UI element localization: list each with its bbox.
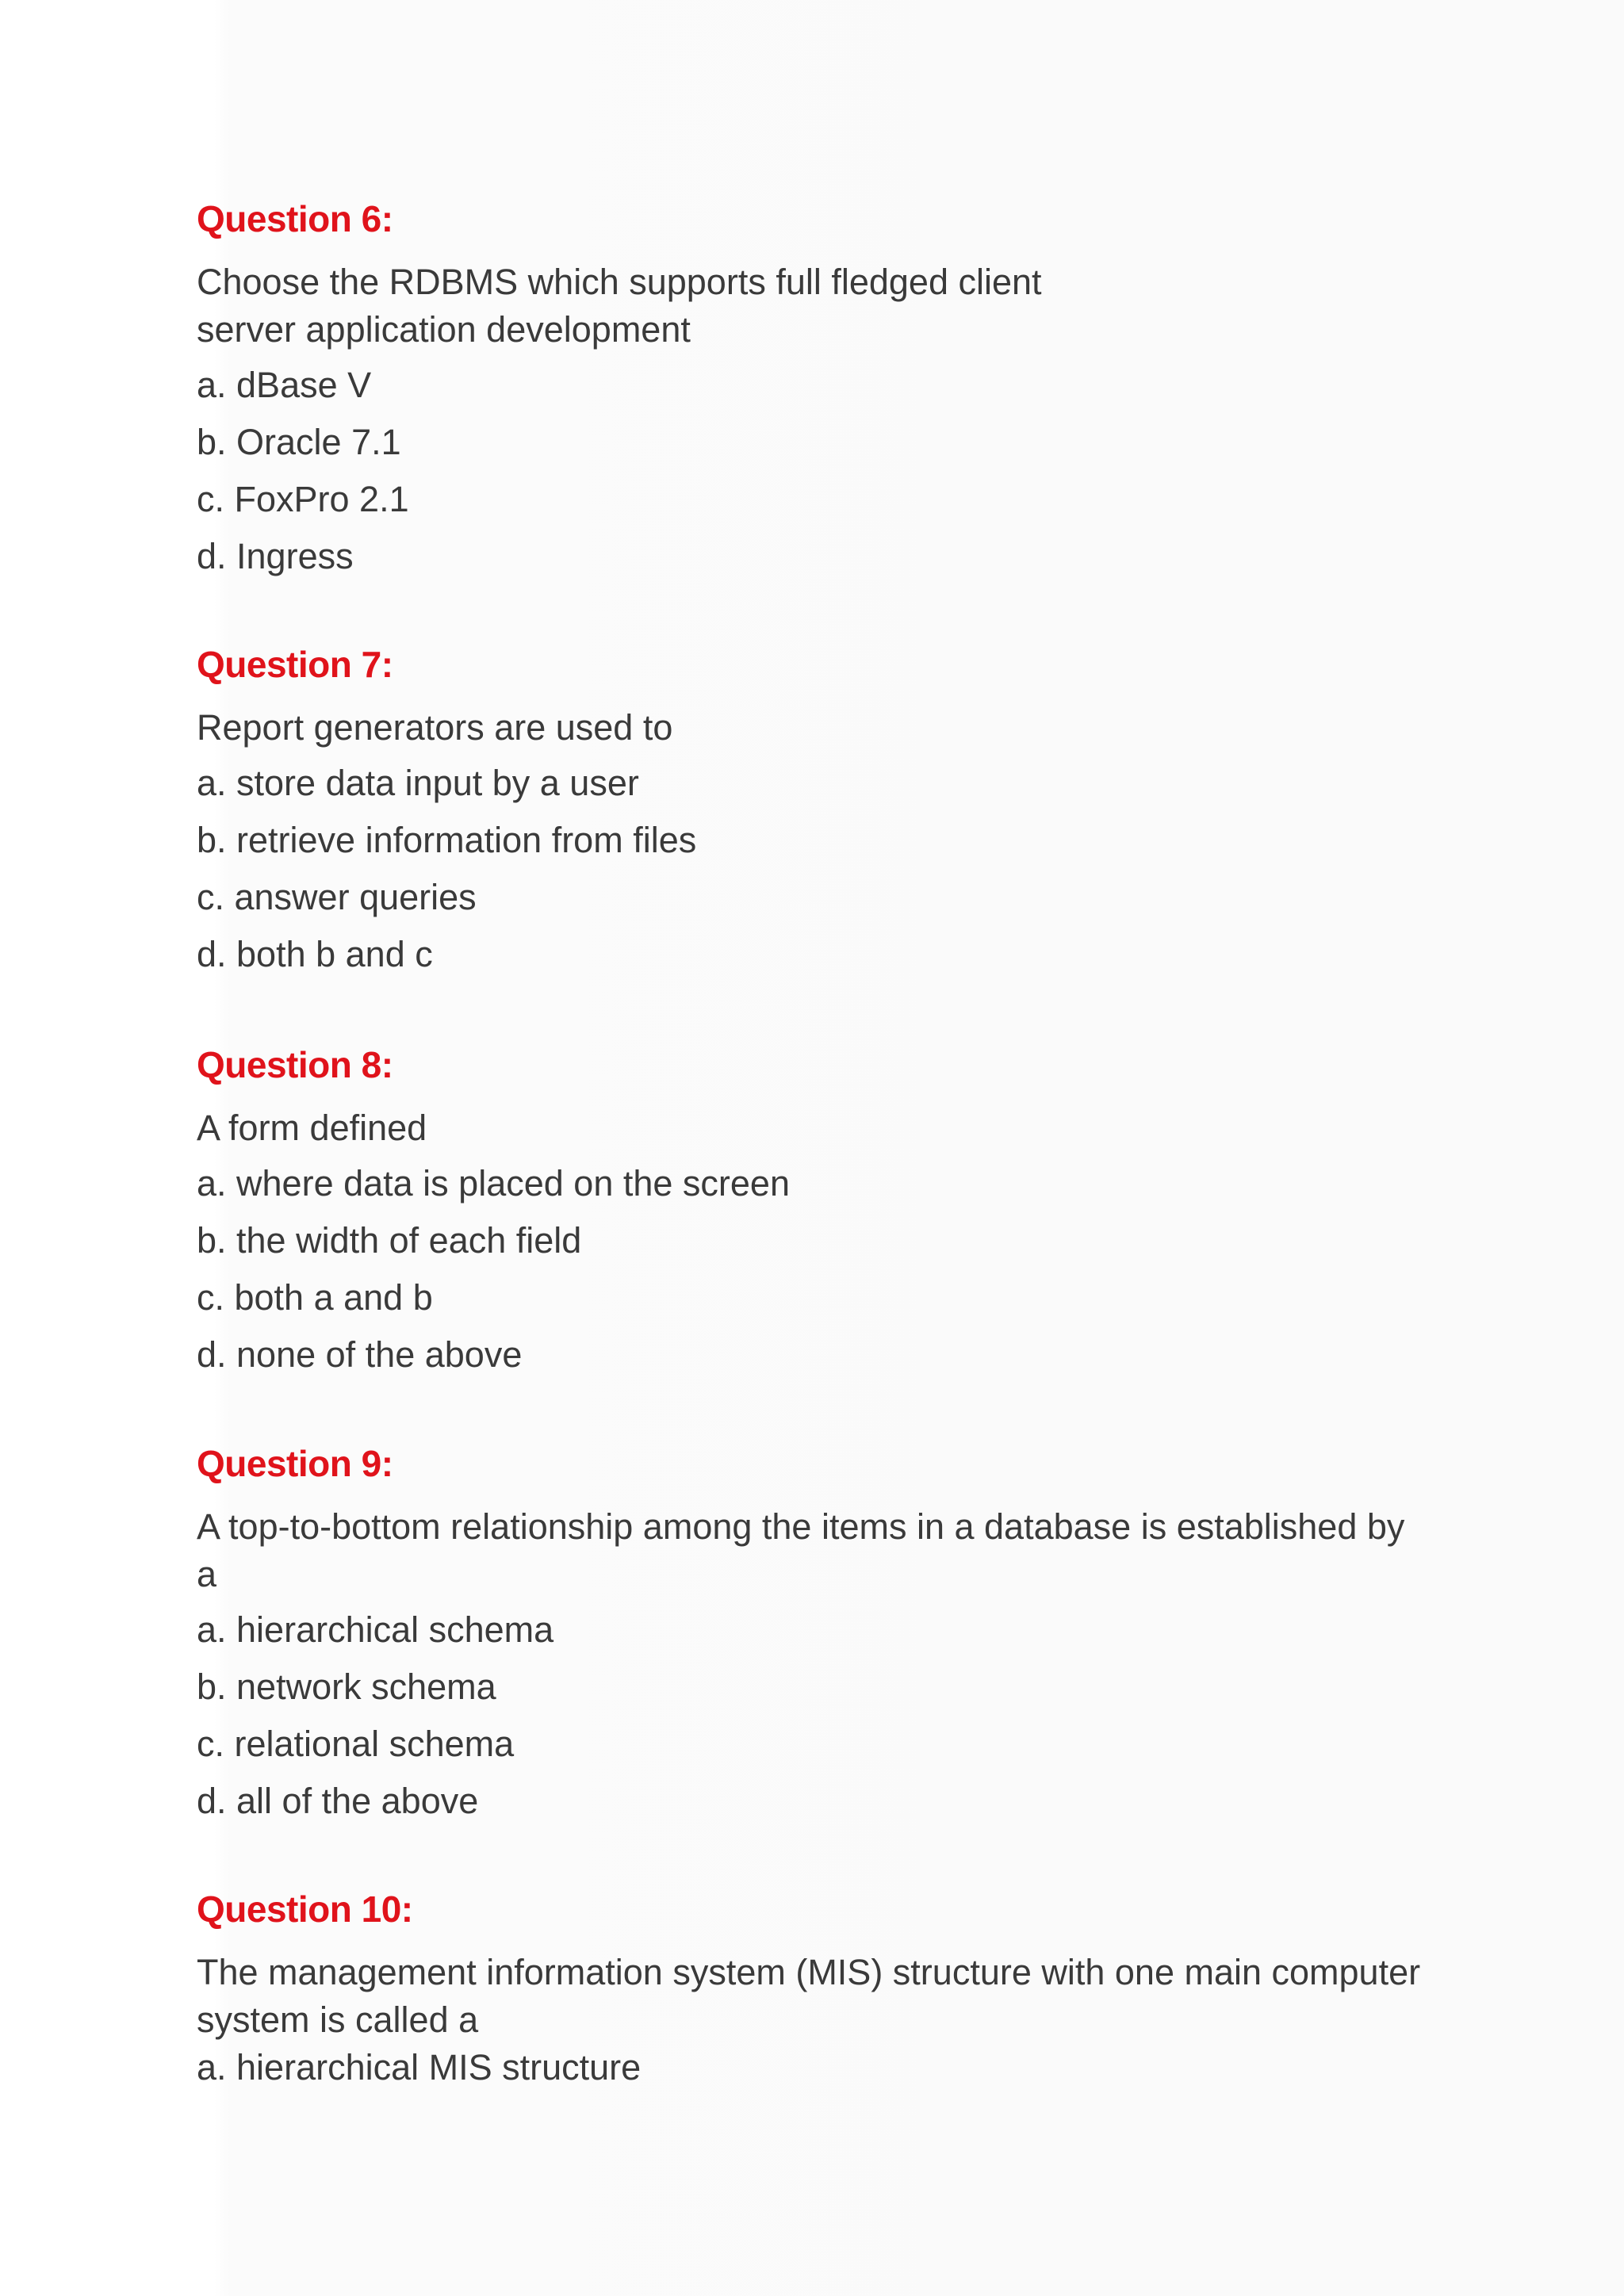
question-text-line: Report generators are used to: [197, 707, 673, 748]
question-6-options: [197, 362, 1465, 580]
option-item: b. network schema: [197, 1667, 496, 1707]
option-item: d. all of the above: [197, 1781, 479, 1821]
question-6-text: [197, 258, 1465, 354]
option-item: d. both b and c: [197, 934, 433, 974]
question-6: [197, 197, 1465, 590]
question-10-options: [197, 2044, 1465, 2091]
question-7: [197, 642, 1465, 988]
option-item: c. FoxPro 2.1: [197, 479, 409, 519]
option-item: d. none of the above: [197, 1334, 523, 1375]
option-item: c. both a and b: [197, 1277, 433, 1318]
question-9: [197, 1441, 1465, 1835]
question-8-options: [197, 1160, 1465, 1379]
question-text-line: Choose the RDBMS which supports full fledged client: [197, 262, 1042, 302]
question-10-text: [197, 1949, 1465, 2044]
question-text-line: server application development: [197, 309, 691, 350]
option-item: b. the width of each field: [197, 1220, 582, 1261]
question-text-line: a: [197, 1554, 217, 1594]
question-7-text: [197, 704, 1465, 752]
question-9-text: [197, 1503, 1465, 1598]
question-text-line: A form defined: [197, 1108, 427, 1148]
question-6-title: Question 6:: [197, 198, 393, 239]
question-10: [197, 1887, 1465, 2101]
option-item: c. relational schema: [197, 1724, 515, 1764]
question-text-line: A top-to-bottom relationship among the items in a database is established by: [197, 1506, 1405, 1547]
option-item: b. retrieve information from files: [197, 820, 697, 860]
option-item: a. where data is placed on the screen: [197, 1163, 790, 1203]
question-7-options: [197, 760, 1465, 978]
option-item: a. dBase V: [197, 365, 372, 405]
option-item: a. hierarchical MIS structure: [197, 2047, 642, 2087]
option-item: c. answer queries: [197, 877, 477, 917]
question-9-options: [197, 1606, 1465, 1825]
question-8-title: Question 8:: [197, 1044, 393, 1085]
option-item: a. hierarchical schema: [197, 1609, 554, 1650]
question-text-line: system is called a: [197, 1999, 479, 2040]
question-8-text: [197, 1104, 1465, 1152]
question-8: [197, 1043, 1465, 1388]
question-7-title: Question 7:: [197, 644, 393, 685]
option-item: d. Ingress: [197, 536, 354, 576]
question-9-title: Question 9:: [197, 1443, 393, 1484]
option-item: b. Oracle 7.1: [197, 422, 401, 462]
question-text-line: The management information system (MIS) structure with one main computer: [197, 1952, 1421, 1992]
option-item: a. store data input by a user: [197, 763, 639, 803]
question-10-title: Question 10:: [197, 1888, 413, 1930]
